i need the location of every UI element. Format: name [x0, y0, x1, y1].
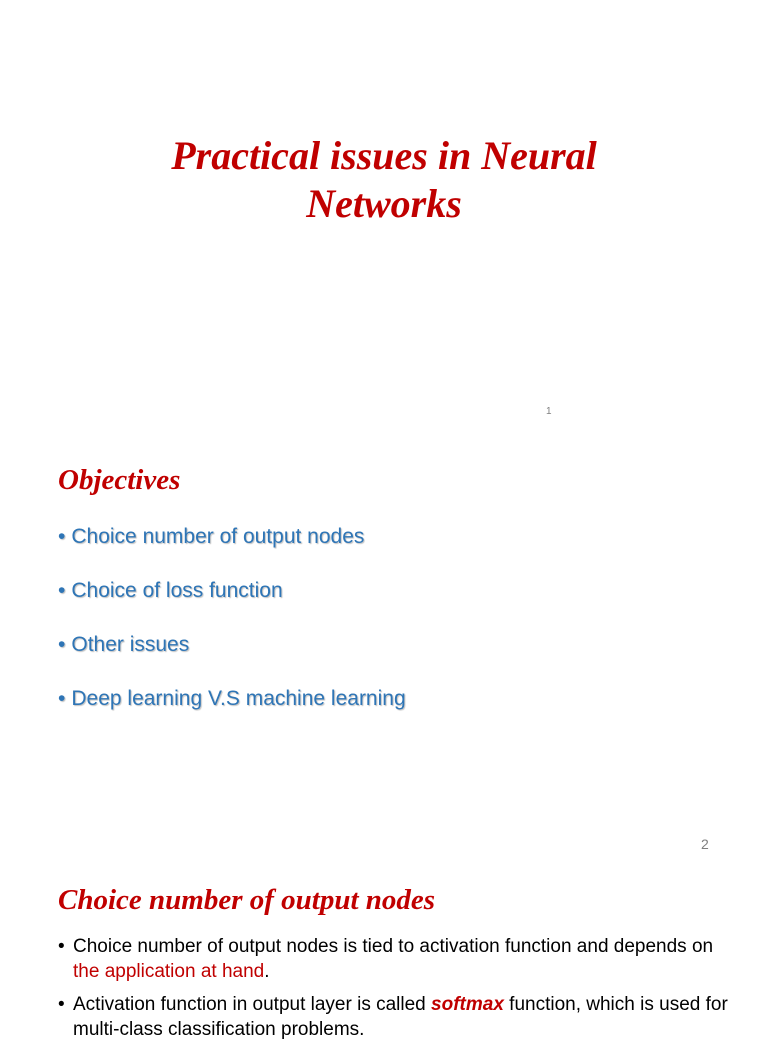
- bullet-icon: •: [58, 687, 66, 710]
- list-item-label: Other issues: [71, 633, 190, 656]
- list-item: [58, 934, 738, 984]
- bullet-icon: •: [58, 936, 65, 957]
- objectives-list: [58, 520, 406, 736]
- objectives-heading: Objectives: [58, 464, 181, 496]
- list-item: [58, 520, 406, 574]
- highlighted-text: the application at hand: [73, 961, 265, 982]
- slide-1: [0, 0, 768, 432]
- list-item: [58, 992, 738, 1042]
- slide-title: [0, 132, 768, 228]
- section-heading: Choice number of output nodes: [58, 884, 436, 916]
- slide-number: 2: [701, 836, 709, 852]
- paragraph-text: .: [264, 961, 270, 982]
- list-item-label: Choice of loss function: [71, 579, 283, 602]
- bullet-icon: •: [58, 633, 66, 656]
- slide-3: [0, 864, 768, 1040]
- list-item-label: Deep learning V.S machine learning: [71, 687, 406, 710]
- highlighted-term: softmax: [431, 994, 504, 1015]
- list-item: [58, 628, 406, 682]
- list-item-label: Choice number of output nodes: [71, 525, 365, 548]
- slide-2: [0, 432, 768, 864]
- paragraph-text: function, which is used for multi-class classification problems.: [73, 994, 728, 1040]
- list-item: [58, 682, 406, 736]
- title-line-1: Practical issues in Neural: [171, 133, 597, 178]
- title-line-2: Networks: [306, 181, 462, 226]
- list-item: [58, 574, 406, 628]
- body-list: [58, 934, 738, 1050]
- slide-number: 1: [546, 406, 552, 417]
- bullet-icon: •: [58, 525, 66, 548]
- paragraph-text: Activation function in output layer is called: [73, 994, 432, 1015]
- bullet-icon: •: [58, 579, 66, 602]
- bullet-icon: •: [58, 994, 65, 1015]
- paragraph-text: Choice number of output nodes is tied to activation function and depends on: [73, 936, 714, 957]
